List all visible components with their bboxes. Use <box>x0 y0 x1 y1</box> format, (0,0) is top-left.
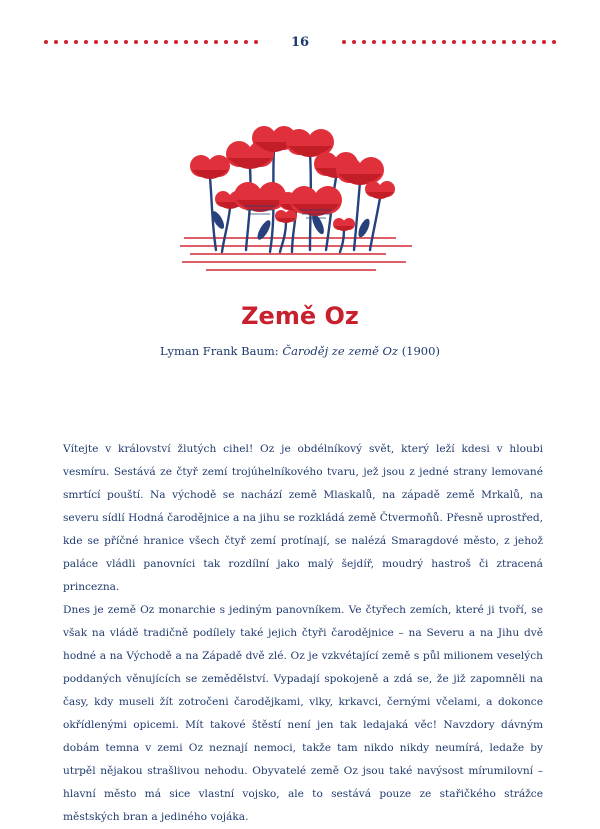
rule-dot <box>44 40 48 44</box>
flower-head <box>190 155 230 179</box>
rule-dot <box>74 40 78 44</box>
flower-head <box>290 186 342 218</box>
poppy-flowers-icon <box>176 120 426 282</box>
rule-dot <box>522 40 526 44</box>
rule-dot <box>194 40 198 44</box>
flower-head <box>333 218 355 231</box>
rule-dot <box>134 40 138 44</box>
rule-dot <box>244 40 248 44</box>
rule-dot <box>174 40 178 44</box>
rule-dot <box>502 40 506 44</box>
page-title: Země Oz <box>241 302 359 330</box>
rule-dot <box>84 40 88 44</box>
rule-dot <box>392 40 396 44</box>
right-dotted-rule <box>342 40 556 44</box>
source-citation <box>0 344 600 358</box>
flower-head <box>365 181 395 199</box>
paragraph: Dnes je země Oz monarchie s jediným panovníkem. Ve čtyřech zemích, které ji tvoří, se však na vládě tradičně podílely také jejich čtyři čarodějnice – na Severu a na Jihu dvě hodné a na Východě a na Západě dvě zlé. Oz je vzkvétající země s půl milionem veselých poddaných věnujících se zemědělství. Vypadají spokojeně a zdá se, že již zapomněli na časy, kdy museli žít zotročeni čarodějkami, vlky, krkavci, černými včelami, a dokonce okřídlenými opicemi. Mít takové štěstí není jen tak ledajaká věc! Navzdory dávným dobám temna v zemi Oz neznají nemoci, takže tam nikdo nikdy neumírá, ledaže by utrpěl nějakou strašlivou nehodu. Obyvatelé země Oz jsou také navýsost mírumilovní – hlavní město má sice vlastní vojsko, ale to sestává pouze ze stařičkého strážce městských bran a jediného vojáka. <box>63 604 543 823</box>
rule-dot <box>372 40 376 44</box>
rule-dot <box>552 40 556 44</box>
flower-head <box>275 210 297 223</box>
rule-dot <box>442 40 446 44</box>
rule-dot <box>362 40 366 44</box>
rule-dot <box>402 40 406 44</box>
rule-dot <box>382 40 386 44</box>
rule-dot <box>64 40 68 44</box>
rule-dot <box>342 40 346 44</box>
rule-dot <box>224 40 228 44</box>
rule-dot <box>144 40 148 44</box>
rule-dot <box>234 40 238 44</box>
rule-dot <box>54 40 58 44</box>
paragraph: Vítejte v království žlutých cihel! Oz je obdélníkový svět, který leží kdesi v hloubi vesmíru. Sestává ze čtyř zemí trojúhelníkového tvaru, jež jsou z jedné strany lemované smrtící pouští. Na východě se nachází země Mlaskalů, na západě země Mrkalů, na severu sídlí Hodná čarodějnice a na jihu se rozkládá země Čtvermoňů. Přesně uprostřed, kde se příčné hranice všech čtyř zemí protínají, se nalézá Smaragdové město, z jehož paláce vládli panovníci tak rozdílní jako malý šejdíř, moudrý hastroš či ztracená princezna. <box>63 443 543 593</box>
left-dotted-rule <box>44 40 258 44</box>
rule-dot <box>184 40 188 44</box>
rule-dot <box>254 40 258 44</box>
rule-dot <box>214 40 218 44</box>
rule-dot <box>94 40 98 44</box>
body-text <box>63 438 543 829</box>
rule-dot <box>532 40 536 44</box>
rule-dot <box>542 40 546 44</box>
rule-dot <box>422 40 426 44</box>
flower-heads <box>190 126 395 231</box>
rule-dot <box>154 40 158 44</box>
rule-dot <box>204 40 208 44</box>
rule-dot <box>124 40 128 44</box>
rule-dot <box>104 40 108 44</box>
rule-dot <box>432 40 436 44</box>
flower-head <box>234 182 286 214</box>
citation-author: Lyman Frank Baum: <box>160 344 279 358</box>
rule-dot <box>352 40 356 44</box>
page-header <box>44 30 556 54</box>
rule-dot <box>512 40 516 44</box>
rule-dot <box>462 40 466 44</box>
flower-head <box>336 157 384 185</box>
rule-dot <box>452 40 456 44</box>
rule-dot <box>114 40 118 44</box>
page-number: 16 <box>290 34 310 50</box>
rule-dot <box>412 40 416 44</box>
rule-dot <box>472 40 476 44</box>
rule-dot <box>482 40 486 44</box>
citation-book-title: Čaroděj ze země Oz <box>282 344 399 358</box>
rule-dot <box>492 40 496 44</box>
citation-year: (1900) <box>401 344 440 358</box>
rule-dot <box>164 40 168 44</box>
